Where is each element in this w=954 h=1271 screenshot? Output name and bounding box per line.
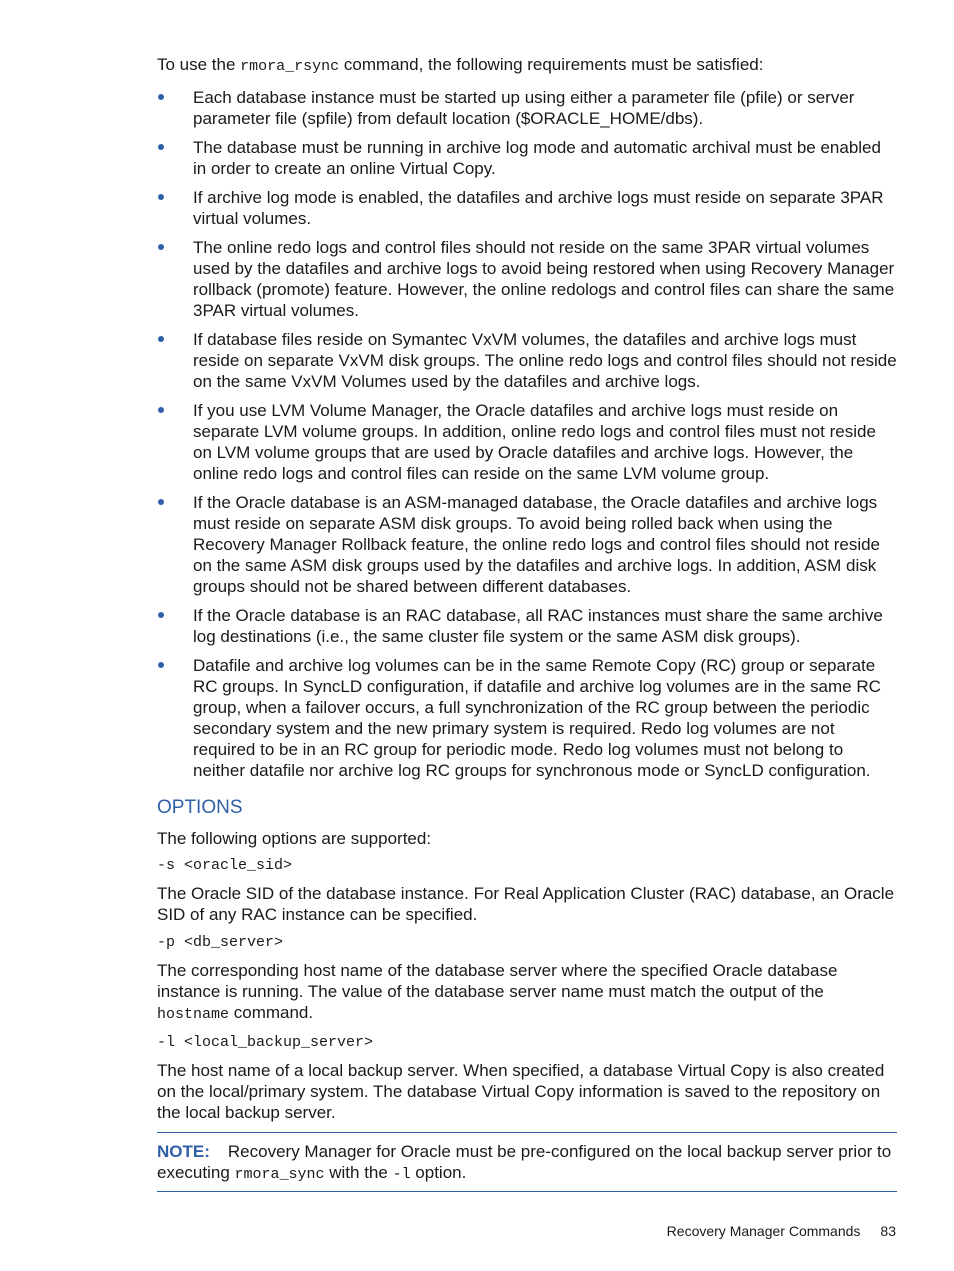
option-l-flag: -l <local_backup_server> — [157, 1034, 374, 1051]
options-intro: The following options are supported: — [157, 829, 432, 848]
bullet-icon — [158, 662, 164, 668]
page-footer — [667, 1222, 896, 1240]
requirement-item — [157, 237, 897, 321]
note-code-command: rmora_sync — [234, 1166, 325, 1183]
bullet-icon — [158, 407, 164, 413]
options-heading: OPTIONS — [157, 797, 243, 818]
document-page — [157, 54, 897, 1192]
requirement-item — [157, 400, 897, 484]
page-number: 83 — [880, 1223, 896, 1239]
requirement-text: The database must be running in archive log mode and automatic archival must be enabled in order to create an online Virtual Copy. — [193, 138, 881, 178]
option-p-description — [157, 960, 897, 1025]
option-p-code: hostname — [157, 1006, 230, 1023]
bullet-icon — [158, 499, 164, 505]
note-text-mid: with the — [324, 1163, 393, 1182]
requirement-item — [157, 87, 897, 129]
bullet-icon — [158, 94, 164, 100]
note-label: NOTE: — [157, 1142, 210, 1161]
note-text-before: Recovery Manager for Oracle must be pre-configured on the local backup server prior to executing — [157, 1142, 892, 1182]
bullet-icon — [158, 336, 164, 342]
intro-text-before: To use the — [157, 55, 241, 74]
bullet-icon — [158, 144, 164, 150]
option-p-text-after: command. — [229, 1003, 314, 1022]
note-box — [157, 1132, 897, 1192]
bullet-icon — [158, 612, 164, 618]
requirement-text: The online redo logs and control files should not reside on the same 3PAR virtual volumes used by the datafiles and archive logs to avoid being restored when using Recovery Manager rollback (promote) feature. However, the online redologs and control files can share the same 3PAR virtual volumes. — [193, 238, 895, 320]
intro-command: rmora_rsync — [240, 58, 340, 75]
note-code-flag: -l — [392, 1166, 411, 1183]
requirement-text: If the Oracle database is an ASM-managed database, the Oracle datafiles and archive logs must reside on separate ASM disk groups. To avoid being rolled back when using the Recovery Manager Rollback feature, the online redo logs and control files should not reside on the same ASM disk groups used by the datafiles and archive logs. In addition, ASM disk groups should not be shared between different databases. — [193, 493, 881, 596]
bullet-icon — [158, 194, 164, 200]
requirement-text: Datafile and archive log volumes can be in the same Remote Copy (RC) group or separate RC groups. In SyncLD configuration, if datafile and archive log volumes are in the same RC group, when a failover occurs, a full synchronization of the RC group between the periodic secondary system and the new primary system is required. Redo log volumes are not required to be in an RC group for periodic mode. Redo log volumes must not belong to neither datafile nor archive log RC groups for synchronous mode or SyncLD configuration. — [193, 656, 881, 780]
requirement-text: Each database instance must be started up using either a parameter file (pfile) or server parameter file (spfile) from default location ($ORACLE_HOME/dbs). — [193, 88, 855, 128]
requirement-item — [157, 329, 897, 392]
requirement-text: If archive log mode is enabled, the datafiles and archive logs must reside on separate 3PAR virtual volumes. — [193, 188, 884, 228]
option-p-flag: -p <db_server> — [157, 934, 284, 951]
requirement-text: If the Oracle database is an RAC database, all RAC instances must share the same archive log destinations (i.e., the same cluster file system or the same ASM disk groups). — [193, 606, 883, 646]
requirement-text: If database files reside on Symantec VxVM volumes, the datafiles and archive logs must reside on separate VxVM disk groups. The online redo logs and control files should not reside on the same VxVM Volumes used by the datafiles and archive logs. — [193, 330, 897, 391]
requirement-text: If you use LVM Volume Manager, the Oracle datafiles and archive logs must reside on separate LVM volume groups. In addition, online redo logs and control files must not reside on LVM volume groups that are used by Oracle datafiles and archive logs. However, the online redo logs and control files can reside on the same LVM volume group. — [193, 401, 876, 483]
option-l-description: The host name of a local backup server. When specified, a database Virtual Copy is also created on the local/primary system. The database Virtual Copy information is saved to the repository on the local backup server. — [157, 1061, 885, 1122]
intro-text-after: command, the following requirements must be satisfied: — [339, 55, 764, 74]
footer-section-title: Recovery Manager Commands — [666, 1223, 861, 1239]
requirement-item — [157, 137, 897, 179]
requirements-list — [157, 87, 897, 781]
requirement-item — [157, 655, 897, 781]
bullet-icon — [158, 244, 164, 250]
requirement-item — [157, 187, 897, 229]
note-text-after: option. — [410, 1163, 467, 1182]
option-s-description: The Oracle SID of the database instance. For Real Application Cluster (RAC) database, an Oracle SID of any RAC instance can be specified. — [157, 884, 895, 924]
option-s-flag: -s <oracle_sid> — [157, 857, 293, 874]
requirement-item — [157, 605, 897, 647]
option-p-text-before: The corresponding host name of the database server where the specified Oracle database instance is running. The value of the database server name must match the output of the — [157, 961, 838, 1001]
intro-paragraph — [157, 54, 897, 77]
requirement-item — [157, 492, 897, 597]
